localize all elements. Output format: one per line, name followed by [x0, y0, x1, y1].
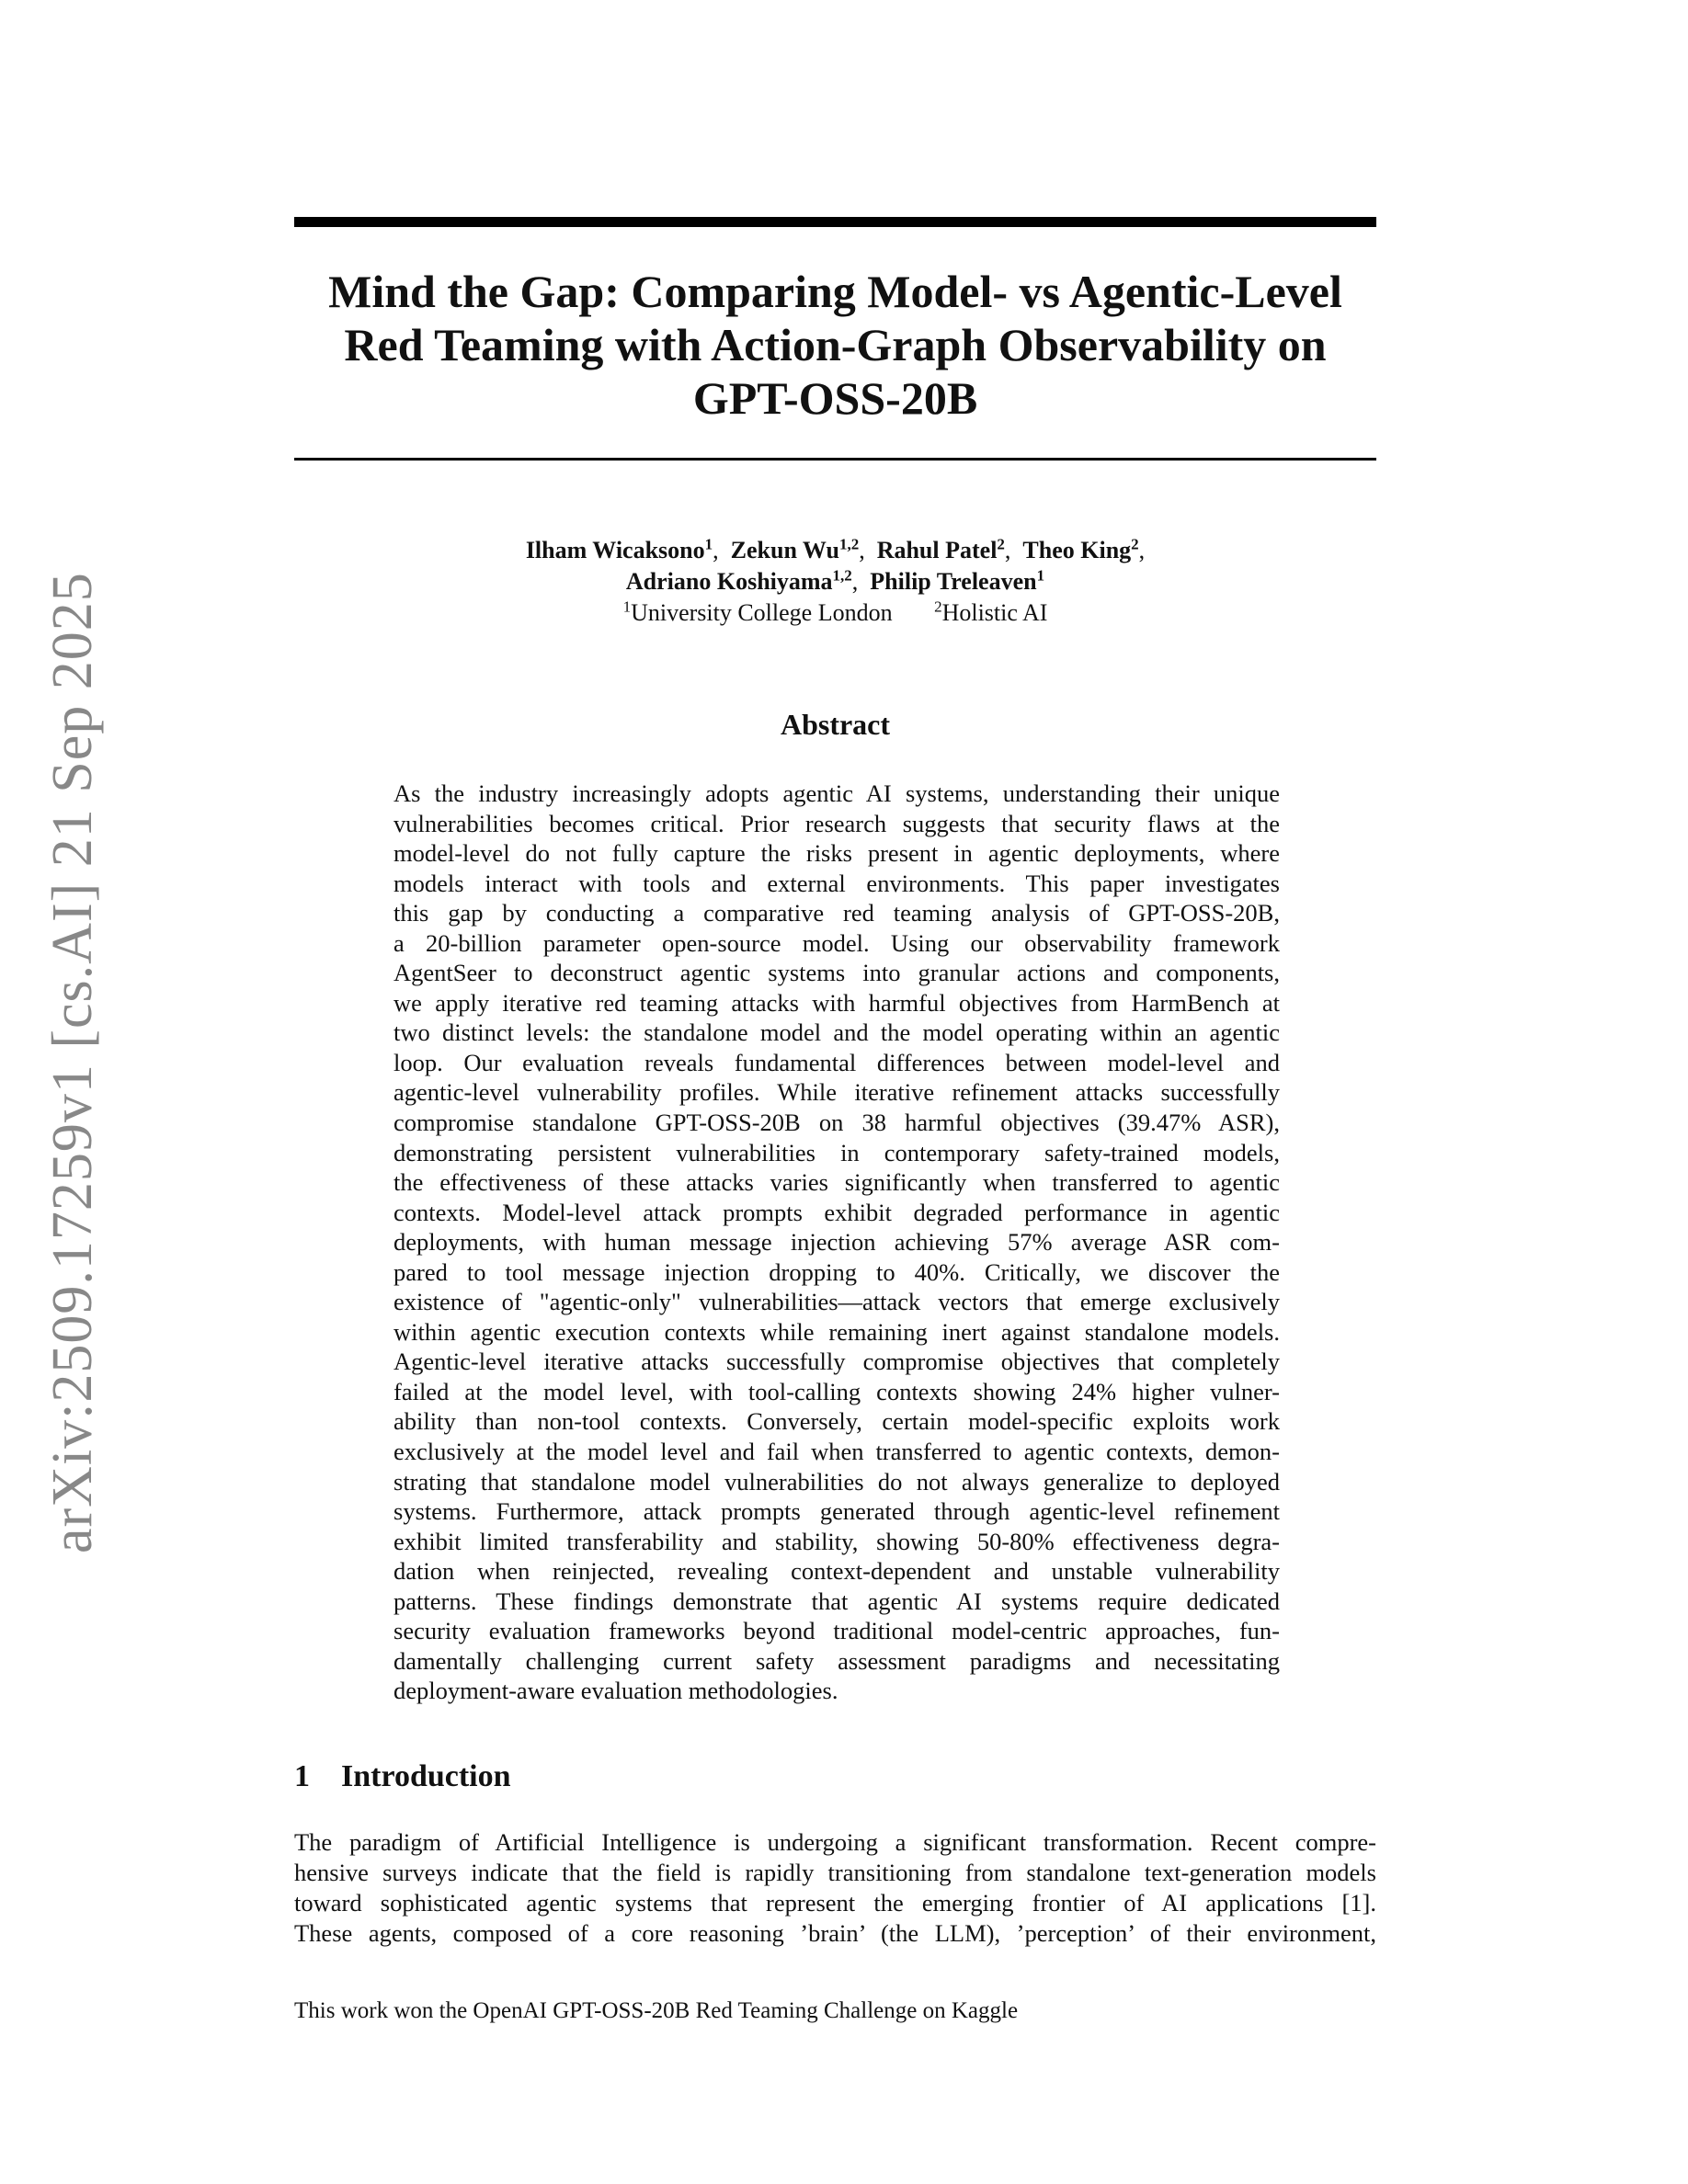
text-line: Agentic-level iterative attacks successfully compromise objectives that completely — [393, 1348, 1280, 1376]
text-line: vulnerabilities becomes critical. Prior research suggests that security flaws at the — [393, 809, 1280, 837]
text-line: strating that standalone model vulnerabilities do not always generalize to deployed — [393, 1467, 1280, 1496]
affiliation-number: 1 — [622, 597, 632, 616]
section-title: Introduction — [341, 1759, 511, 1793]
text-line: loop. Our evaluation reveals fundamental differences between model-level and — [393, 1048, 1280, 1076]
text-line: we apply iterative red teaming attacks with harmful objectives from HarmBench at — [393, 988, 1280, 1017]
arxiv-stamp: arXiv:2509.17259v1 [cs.AI] 21 Sep 2025 — [41, 572, 104, 1553]
title-top-rule — [294, 217, 1376, 227]
text-line: dation when reinjected, revealing context-dependent and unstable vulnerability — [393, 1557, 1280, 1586]
text-line: damentally challenging current safety assessment paradigms and necessitating — [393, 1646, 1280, 1675]
text-line: These agents, composed of a core reasoning ’brain’ (the LLM), ’perception’ of their environment, — [294, 1919, 1376, 1947]
title-bottom-rule — [294, 458, 1376, 461]
text-line: a 20-billion parameter open-source model. Using our observability framework — [393, 928, 1280, 957]
text-line: two distinct levels: the standalone model and the model operating within an agentic — [393, 1018, 1280, 1047]
text-line: patterns. These findings demonstrate that agentic AI systems require dedicated — [393, 1587, 1280, 1615]
author-name: Philip Treleaven — [870, 568, 1037, 595]
text-line: agentic-level vulnerability profiles. While iterative refinement attacks successfully — [393, 1078, 1280, 1107]
text-line: pared to tool message injection dropping to 40%. Critically, we discover the — [393, 1257, 1280, 1286]
author-name: Ilham Wicaksono — [525, 537, 705, 563]
text-line: ability than non-tool contexts. Conversely, certain model-specific exploits work — [393, 1407, 1280, 1436]
text-line: deployment-aware evaluation methodologies. — [393, 1677, 838, 1705]
author-name: Rahul Patel — [876, 537, 998, 563]
author-name: Adriano Koshiyama — [625, 568, 833, 595]
text-line: compromise standalone GPT-OSS-20B on 38 harmful objectives (39.47% ASR), — [393, 1109, 1280, 1137]
section-heading — [294, 1759, 511, 1794]
author-block: Ilham Wicaksono$^1$, Zekun Wu$^{1,2}$, Rahul Patel$^2$, Theo King$^2$, Adriano Koshiyama$^{1,2}$, Philip Treleaven$^1$ $^1$University College London $^2$Holistic AI — [525, 535, 1146, 626]
text-line: deployments, with human message injection achieving 57% average ASR com- — [393, 1228, 1280, 1257]
text-line: The paradigm of Artificial Intelligence is undergoing a significant transformation. Recent compre- — [294, 1828, 1376, 1856]
author-name: Theo King — [1022, 537, 1132, 563]
affiliation-number: 2 — [934, 597, 942, 616]
text-line: contexts. Model-level attack prompts exhibit degraded performance in agentic — [393, 1198, 1280, 1226]
author-name: Zekun Wu — [730, 537, 839, 563]
author-affiliation: 1,2 — [832, 566, 852, 585]
abstract-heading: Abstract — [780, 708, 891, 741]
text-line: hensive surveys indicate that the field is rapidly transitioning from standalone text-generation models — [294, 1859, 1376, 1886]
text-line: exclusively at the model level and fail when transferred to agentic contexts, demon- — [393, 1438, 1280, 1466]
title-line: GPT-OSS-20B — [692, 372, 978, 424]
author-affiliation: 2 — [997, 535, 1005, 553]
abstract-body — [393, 779, 1280, 1706]
affiliation-name: University College London — [631, 599, 893, 626]
affiliation-name: Holistic AI — [941, 599, 1048, 626]
author-affiliation: 1,2 — [838, 535, 860, 553]
text-line: systems. Furthermore, attack prompts generated through agentic-level refinement — [393, 1497, 1280, 1526]
text-line: model-level do not fully capture the risks present in agentic deployments, where — [393, 839, 1280, 868]
introduction-body — [294, 1827, 1376, 1949]
text-line: the effectiveness of these attacks varies significantly when transferred to agentic — [393, 1168, 1280, 1197]
text-line: security evaluation frameworks beyond traditional model-centric approaches, fun- — [393, 1617, 1280, 1645]
footnote: This work won the OpenAI GPT-OSS-20B Red Teaming Challenge on Kaggle — [294, 1998, 1019, 2023]
author-affiliation: 1 — [704, 535, 713, 553]
paper-title — [294, 265, 1376, 425]
author-affiliation: 1 — [1036, 566, 1045, 585]
text-line: exhibit limited transferability and stability, showing 50-80% effectiveness degra- — [393, 1527, 1280, 1555]
title-line: Red Teaming with Action-Graph Observability on — [344, 319, 1327, 370]
text-line: within agentic execution contexts while remaining inert against standalone models. — [393, 1317, 1280, 1346]
title-line: Mind the Gap: Comparing Model- vs Agentic-Level — [328, 266, 1342, 317]
text-line: As the industry increasingly adopts agentic AI systems, understanding their unique — [393, 779, 1280, 807]
text-line: models interact with tools and external environments. This paper investigates — [393, 869, 1280, 897]
text-line: failed at the model level, with tool-calling contexts showing 24% higher vulner- — [393, 1377, 1280, 1405]
text-line: existence of "agentic-only" vulnerabilities—attack vectors that emerge exclusively — [393, 1288, 1280, 1316]
author-affiliation: 2 — [1131, 535, 1139, 553]
text-line: AgentSeer to deconstruct agentic systems into granular actions and components, — [393, 959, 1280, 987]
text-line: this gap by conducting a comparative red teaming analysis of GPT-OSS-20B, — [393, 899, 1280, 927]
text-line: demonstrating persistent vulnerabilities in contemporary safety-trained models, — [393, 1138, 1280, 1166]
section-number: 1 — [294, 1759, 310, 1793]
text-line: toward sophisticated agentic systems that represent the emerging frontier of AI applications [1]. — [294, 1889, 1376, 1917]
